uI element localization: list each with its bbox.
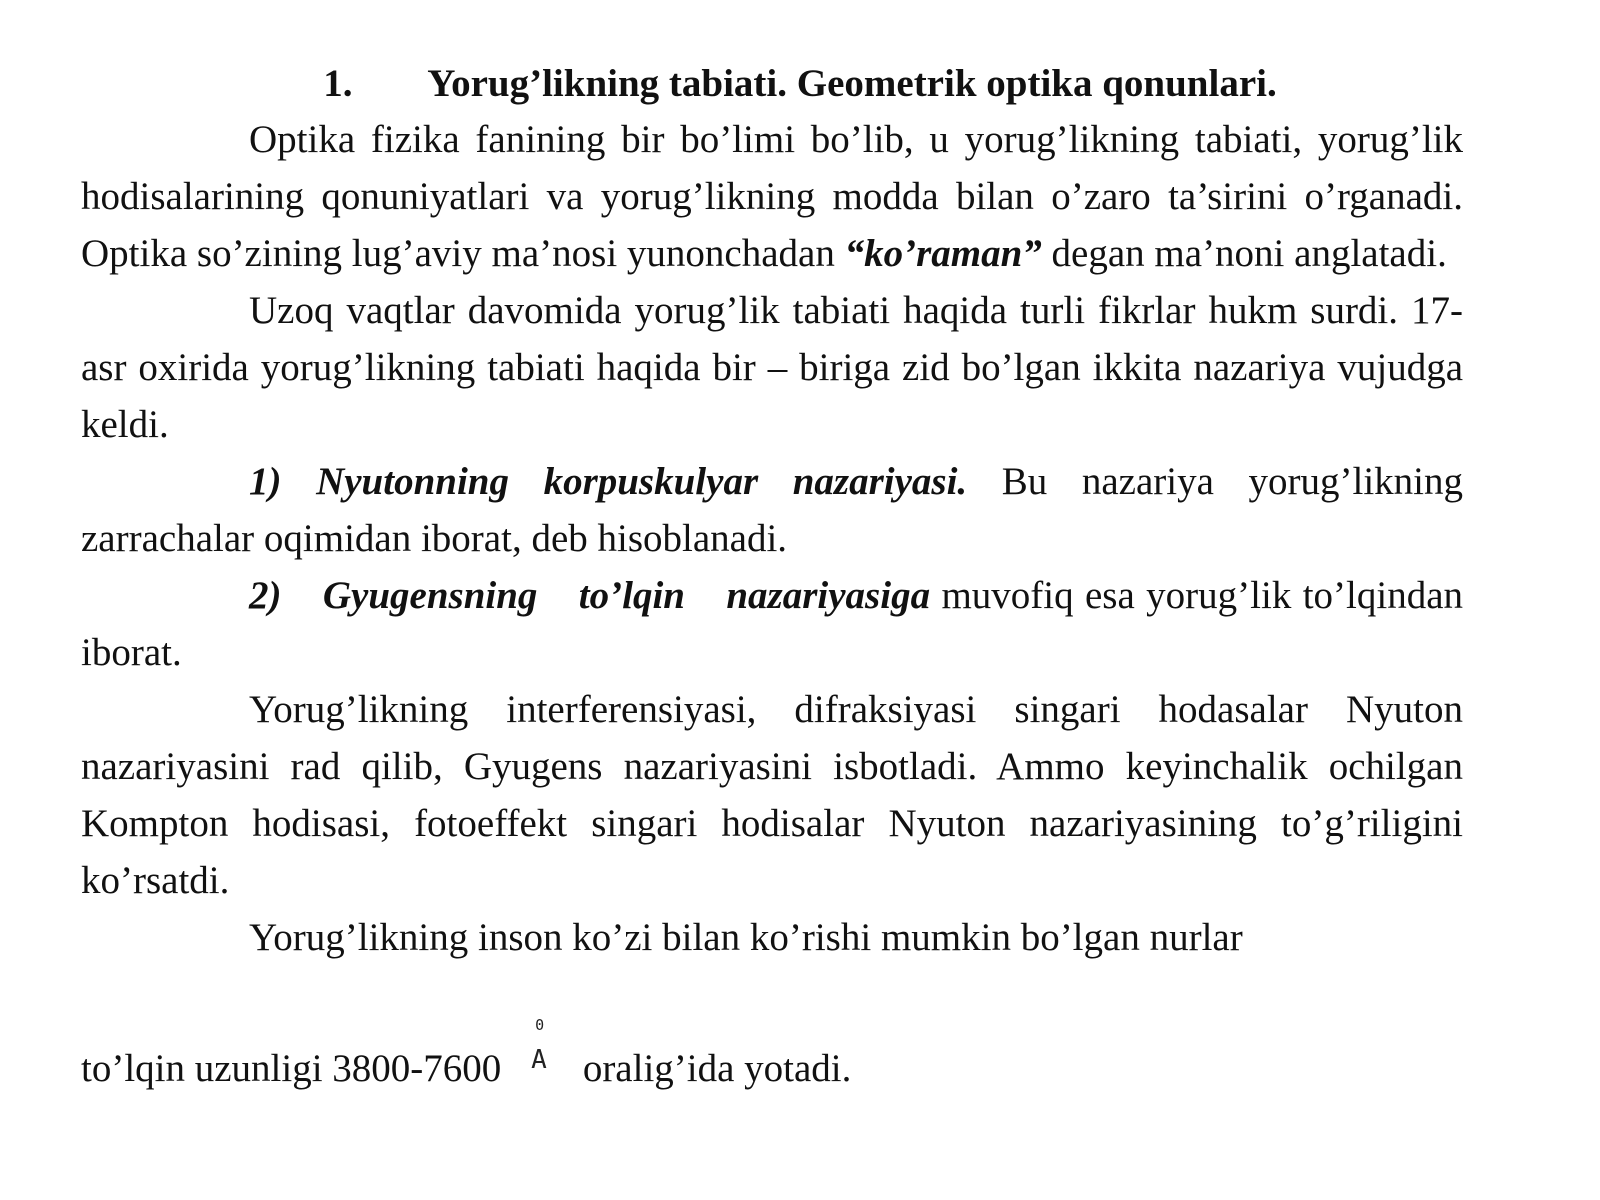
paragraph-visible-light	[81, 909, 1463, 966]
angstrom-unit-symbol	[511, 1016, 573, 1083]
paragraph-text: muvofiq esa yorug’lik to’lqindan iborat.	[81, 574, 1464, 674]
paragraph-newton-theory	[81, 453, 1463, 567]
wavelength-text: to’lqin uzunligi 3800-7600	[81, 1047, 502, 1090]
angstrom-ring: 0	[535, 1016, 545, 1034]
paragraph-optics-definition	[81, 111, 1463, 282]
section-heading	[0, 58, 1600, 110]
wavelength-range-line	[81, 1016, 852, 1097]
section-title: Yorug’likning tabiati. Geometrik optika qonunlari.	[427, 62, 1277, 105]
paragraph-light-theories	[81, 282, 1463, 453]
section-number: 1.	[323, 62, 353, 105]
angstrom-letter: A	[531, 1045, 547, 1075]
paragraph-interference	[81, 681, 1463, 909]
paragraph-text: Yorug’likning inson ko’zi bilan ko’rishi mumkin bo’lgan nurlar	[249, 916, 1243, 959]
paragraph-huygens-theory	[81, 567, 1463, 681]
paragraph-text-tail: degan ma’noni anglatadi.	[1041, 232, 1447, 275]
body-text	[81, 111, 1463, 966]
emphasized-term: “ko’raman”	[844, 232, 1042, 275]
emphasized-term: 1) Nyutonning korpuskulyar nazariyasi.	[249, 460, 968, 503]
paragraph-text: Optika fizika fanining bir bo’limi bo’lib, u yorug’likning tabiati, yorug’lik hodisalarining qonuniyatlari va yorug’likning modda bilan o’zaro ta’sirini o’rganadi. Optika so’zining lug’aviy ma’nosi yunonchadan	[81, 118, 1463, 275]
paragraph-text: Uzoq vaqtlar davomida yorug’lik tabiati haqida turli fikrlar hukm surdi. 17-asr oxirida yorug’likning tabiati haqida bir – biriga zid bo’lgan ikkita nazariya vujudga keldi.	[81, 289, 1463, 446]
paragraph-text: Bu nazariya yorug’likning zarrachalar oqimidan iborat, deb hisoblanadi.	[81, 460, 1463, 560]
paragraph-text: Yorug’likning interferensiyasi, difraksiyasi singari hodasalar Nyuton nazariyasini rad qilib, Gyugens nazariyasini isbotladi. Ammo keyinchalik ochilgan Kompton hodisasi, fotoeffekt singari hodisalar Nyuton nazariyasining to’g’riligini ko’rsatdi.	[81, 688, 1463, 902]
emphasized-term: 2) Gyugensning to’lqin nazariyasiga	[249, 574, 931, 617]
wavelength-text-tail: oralig’ida yotadi.	[582, 1047, 852, 1090]
